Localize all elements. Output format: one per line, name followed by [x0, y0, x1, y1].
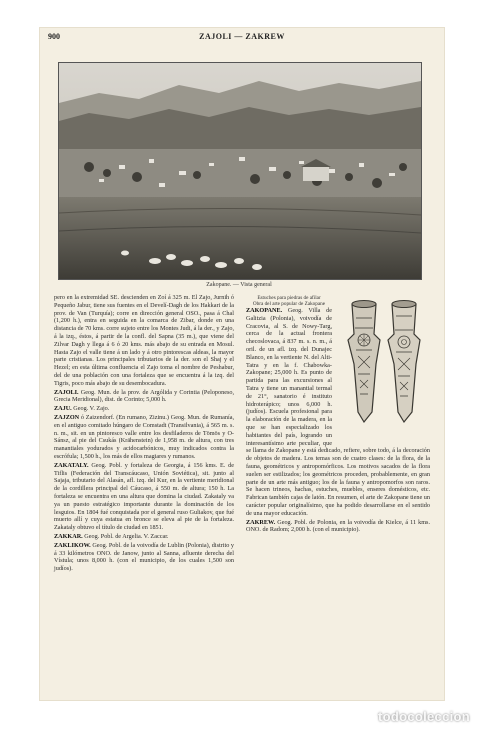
entry-zaklikow: [54, 542, 234, 573]
whetstone-cases-figure: [336, 294, 430, 444]
photo-caption: Zakopane. — Vista general: [206, 282, 272, 288]
entry-zaju: [54, 405, 234, 413]
entry-zakkar: [54, 533, 234, 541]
entry-body: ó Zaizendorf. (En rumano, Zizinu.) Geog. Mun. de Rumanía, en el antiguo comitado húngaro de Comstadt (Transilvania), á 565 m. s. n. m., sit. en un pintoresco valle entre los desfiladeros de Tömös y O-Sánsz, al pie del Csukás (Krähenstein) de 1,958 m. de altura, con tres manantiales yodurados y acidocarbónicos, muy indicados contra la escrófula; 1,500 h., los más de ellos magiares y rumanos.: [54, 413, 235, 460]
entry-zakataly: [54, 462, 234, 532]
entry-zajoli: [54, 389, 234, 405]
entry-body: Geog. Pobl. y fortaleza de Georgia, á 156 kms. E. de Tiflis (Federación del Transcáucaso, Unión Soviética), sit. junto al Sajaja, tributario del Alasán, afl. izq. del Kur, en la vertiente meridional de la cordillera principal del Cáucaso, á 550 m. de altura; 150 h. La fortaleza se encuentra en una altura que domina la ciudad. Zakataly va ya un puesto estratégico importante durante la dominación de los lesguios. En 1804 fué conquistada por el general ruso Guliakov, que fué muerto allí y cuya estatua en bronce se eleva al pie de la fortaleza. Zakataly obtuvo el título de ciudad en 1851.: [54, 461, 234, 532]
entry-zakrew: [246, 519, 430, 535]
text-column-right: [246, 294, 430, 535]
zakopane-photo: [58, 62, 422, 280]
headword: ZAJZON: [54, 413, 80, 421]
page-number: 900: [48, 32, 60, 41]
text-column-left: [54, 294, 234, 574]
figure-caption-line1: Estuches para piedras de afilar: [257, 295, 321, 301]
headword: ZAKLIKOW.: [54, 541, 91, 549]
headword: ZAKOPANE.: [246, 307, 283, 314]
figure-caption-line2: Obra del arte popular de Zakopane: [252, 301, 326, 307]
running-head: ZAJOLI — ZAKREW: [199, 32, 285, 41]
intro-paragraph: pero en la extremidad SE. descienden en Zoí á 325 m. El Zajo, Jurnih ó Pequeño Jabur, tiene sus fuentes en el Develí-Dagh de los Hakkari de la prov. de Van (Turquía); corre en dirección general OSO., pasa á Chal (1,200 h.), entra en seguida en la comarca de Zibar, donde en una distancia de 70 kms. corre sujeto entre los Montes Judi, á la der., y Zajo, á la izq., éstos, á partir de la confl. del Sapna (35 m.), que viene del Zilvar Dagh y llega á 6 ó 20 kms. más abajo de su entrada en Mosul. Hasta Zajo el valle tiene á un lado y á otro pintorescas aldeas, la mayor parte cristianas. Los principales tributarios de la der. son el Shaj y el Hezel; en esta última confluencia el Zajo toma el nombre de Peshabur, del de una población con una fortaleza que se encuentra á la izq. del Tigris, poco más abajo de su desembocadura.: [54, 294, 234, 387]
entry-zajzon: [54, 414, 234, 461]
entry-body: Geog. V. Zajo.: [73, 405, 110, 413]
entry-body: Geog. Pobl. de Argelia. V. Zaccar.: [84, 532, 169, 540]
landscape-photo-image: [59, 63, 421, 279]
headword: ZAJU.: [54, 405, 72, 413]
headword: ZAJOLI.: [54, 388, 79, 396]
entry-body: Geog. Pobl. de la voivodía de Lublin (Polonia), distrito y á 33 kilómetros ONO. de Janow, junto al Sanna, afluente derecha del Vístula; unos 8,000 h. (con el municipio, de los cuales 1,500 son judíos).: [54, 541, 235, 573]
headword: ZAKATALY.: [54, 461, 89, 469]
headword: ZAKREW.: [246, 518, 276, 526]
entry-body: Geog. Mun. de la prov. de Argólida y Corintia (Peloponeso, Grecia Meridional), dist. de Corinto; 5,000 h.: [54, 388, 234, 404]
headword: ZAKKAR.: [54, 532, 83, 540]
entry-body: Geog. Villa de Galitzia (Polonia), voivodía de Cracovia, al S. de Nowy-Targ, cerca de la actual frontera checoslovaca, á 837 m. s. n. m., á oril. de un afl. izq. del Dunajec Blanco, en la vertiente N. del Alti-Tatra y en la f. Chabowka-Zakopane; 25,000 h. Es punto de partida para las excursiones al Tatra y tiene un manantial termal de 21°, sanatorio é instituto hidroterápico; unos 6,000 h. (judíos). Escuela profesional para la elaboración de la madera, en la que se han especializado los habitantes del país, logrando un interesantísimo arte peculiar, que se llama de Zakopane y está dedicado, refiere, sobre todo, á la decoración de objetos de madera. Los temas son de cuatro clases: de la flora, de la fauna, geométricos y antropomórficos. Los motivos sacados de la flora suelen ser estilizados; los geométricos proceden, probablemente, en gran parte de un arte más antiguo; los de la fauna y antropomorfos son raros. Se hacen trineos, hachas, estuches, muebles, enseres domésticos, etc. Fabrican también cajas de latón. En resumen, el arte de Zakopane tiene un carácter popular originalísimo, que ha podido desarrollarse en el sentido de una mayor educación.: [246, 307, 430, 517]
whetstone-cases-image: [336, 294, 430, 426]
book-page: [40, 28, 444, 700]
entry-body: Geog. Pobl. de Polonia, en la voivodía de Kielce, á 11 kms. ONO. de Radom; 2,000 h. (con el municipio).: [246, 518, 431, 534]
site-watermark: todocoleccion: [377, 709, 470, 724]
